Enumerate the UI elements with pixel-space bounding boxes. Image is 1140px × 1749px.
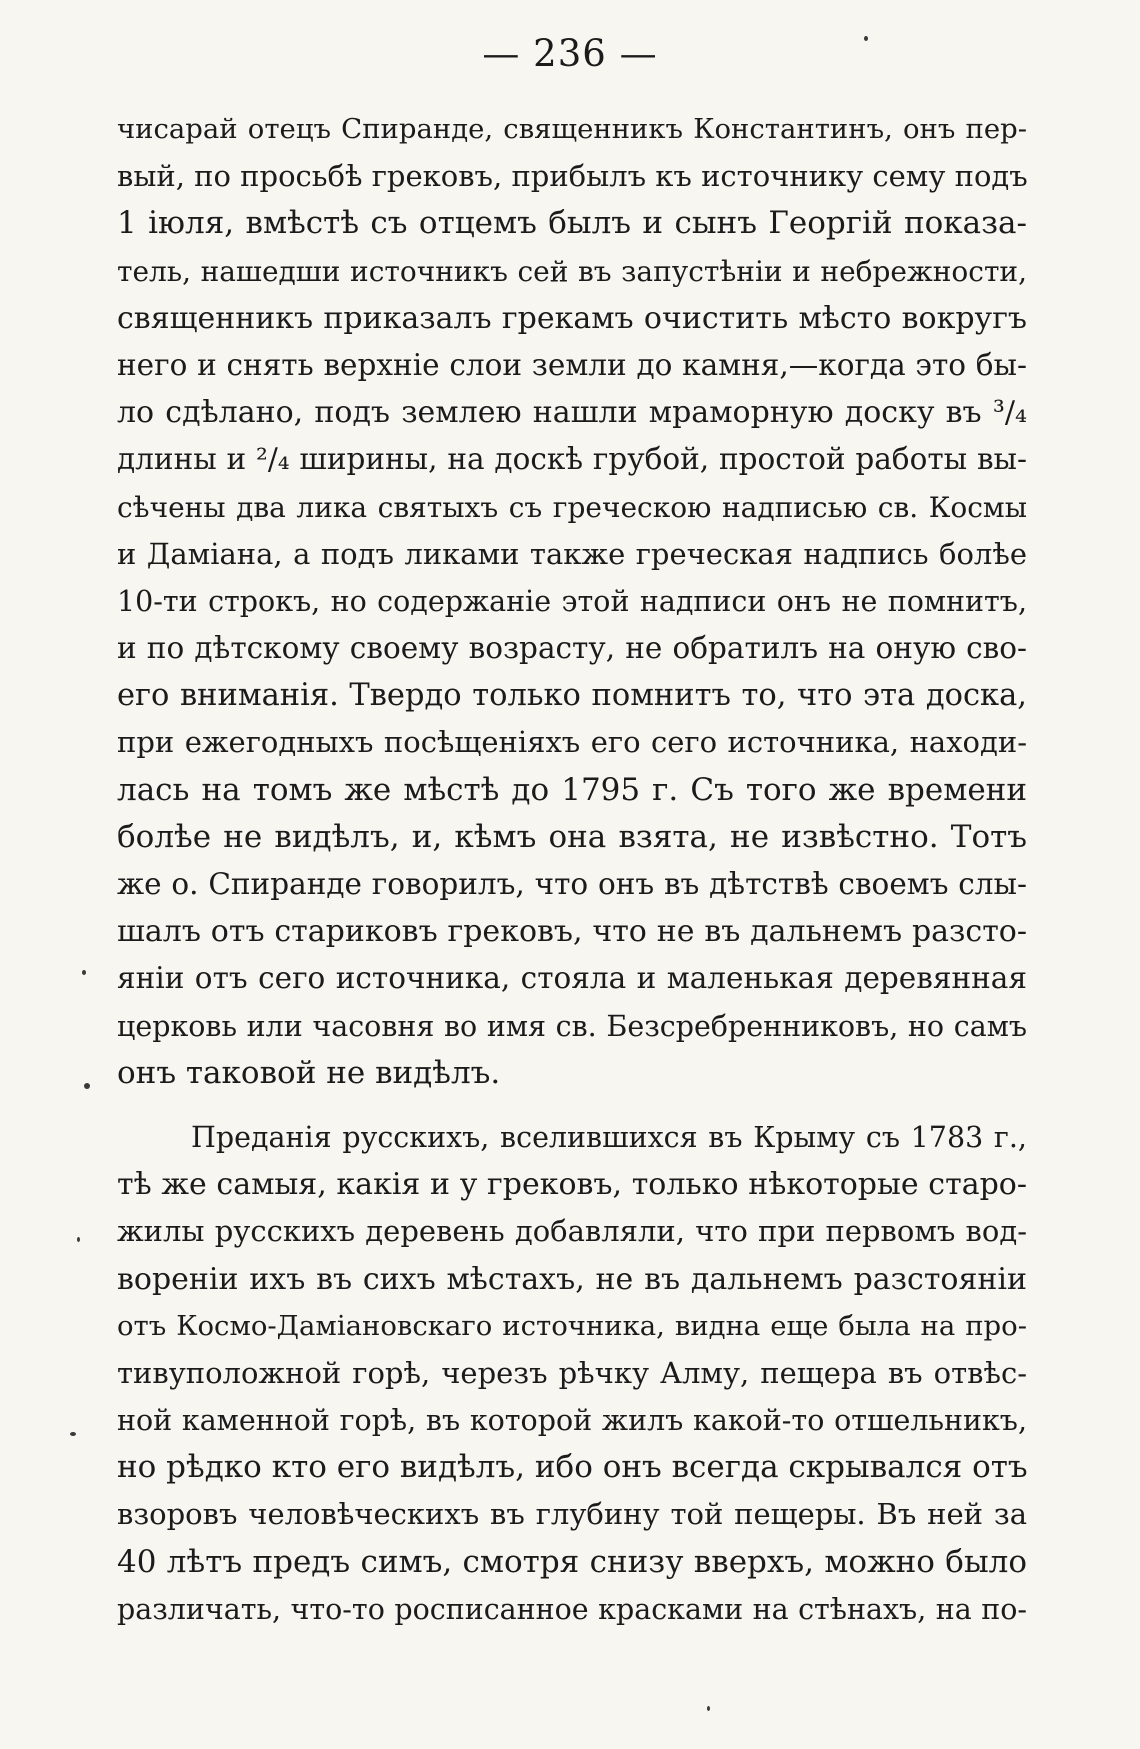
text-line: тель, нашедши источникъ сей въ запустѣніи и небрежности,: [117, 254, 1027, 288]
scan-speck: [82, 970, 86, 975]
text-line: и по дѣтскому своему возрасту, не обратилъ на оную сво-: [117, 631, 1027, 666]
text-line: чисарай отецъ Спиранде, священникъ Константинъ, онъ пер-: [117, 113, 1027, 145]
body-text: [117, 106, 1027, 1633]
text-line: яніи отъ сего источника, стояла и маленькая деревянная: [117, 961, 1027, 996]
text-line: при ежегодныхъ посѣщеніяхъ его сего источника, находи-: [117, 725, 1027, 760]
text-line: взоровъ человѣческихъ въ глубину той пещеры. Въ ней за: [117, 1497, 1027, 1532]
scan-speck: [77, 1237, 80, 1242]
text-line: шалъ отъ стариковъ грековъ, что не въ дальнемъ разсто-: [117, 914, 1027, 950]
text-line: тѣ же самыя, какія и у грековъ, только нѣкоторые старо-: [117, 1167, 1027, 1203]
text-line: и Даміана, а подъ ликами также греческая надпись болѣе: [117, 536, 1027, 571]
text-line: ло сдѣлано, подъ землею нашли мраморную доску въ ³/₄: [117, 395, 1027, 431]
text-line: лась на томъ же мѣстѣ до 1795 г. Съ того же времени: [117, 771, 1027, 808]
scan-speck: [70, 1432, 76, 1436]
page-number: — 236 —: [482, 32, 658, 75]
paragraph: [117, 106, 1027, 1097]
paragraph: [117, 1114, 1027, 1633]
text-line: различать, что-то росписанное красками на стѣнахъ, на по-: [117, 1592, 1027, 1626]
text-line: священникъ приказалъ грекамъ очистить мѣсто вокругъ: [117, 300, 1027, 336]
text-line: вый, по просьбѣ грековъ, прибылъ къ источнику сему подъ: [117, 159, 1028, 194]
text-line: 40 лѣтъ предъ симъ, смотря снизу вверхъ, можно было: [117, 1543, 1027, 1580]
scan-speck: [864, 36, 868, 41]
text-line: тивуположной горѣ, черезъ рѣчку Алму, пещера въ отвѣс-: [117, 1355, 1027, 1390]
text-line: Преданія русскихъ, вселившихся въ Крыму съ 1783 г.,: [191, 1120, 1027, 1154]
text-line: 10-ти строкъ, но содержаніе этой надписи онъ не помнитъ,: [117, 584, 1027, 618]
scan-speck: [84, 1083, 90, 1089]
text-line: вореніи ихъ въ сихъ мѣстахъ, не въ дальнемъ разстояніи: [117, 1261, 1027, 1297]
text-line: жилы русскихъ деревень добавляли, что при первомъ вод-: [117, 1214, 1027, 1249]
paragraph-spacer: [117, 1097, 1027, 1114]
text-line: отъ Космо-Даміановскаго источника, видна еще была на про-: [117, 1309, 1027, 1342]
text-line: его вниманія. Твердо только помнитъ то, что эта доска,: [117, 678, 1027, 714]
text-line: длины и ²/₄ ширины, на доскѣ грубой, простой работы вы-: [117, 442, 1027, 477]
scan-speck: [707, 1706, 710, 1711]
text-line: болѣе не видѣлъ, и, кѣмъ она взята, не извѣстно. Тотъ: [117, 818, 1027, 855]
text-line: ной каменной горѣ, въ которой жилъ какой-то отшельникъ,: [117, 1404, 1027, 1438]
text-line: церковь или часовня во имя св. Безсребренниковъ, но самъ: [117, 1009, 1027, 1043]
text-line: него и снять верхніе слои земли до камня,—когда это бы-: [117, 347, 1027, 382]
text-line: 1 іюля, вмѣстѣ съ отцемъ былъ и сынъ Георгій показа-: [117, 205, 1027, 242]
text-line: онъ таковой не видѣлъ.: [117, 1054, 501, 1091]
text-line: же о. Спиранде говорилъ, что онъ въ дѣтствѣ своемъ слы-: [117, 867, 1027, 901]
text-line: но рѣдко кто его видѣлъ, ибо онъ всегда скрывался отъ: [117, 1449, 1028, 1486]
text-line: сѣчены два лика святыхъ съ греческою надписью св. Космы: [117, 490, 1027, 524]
